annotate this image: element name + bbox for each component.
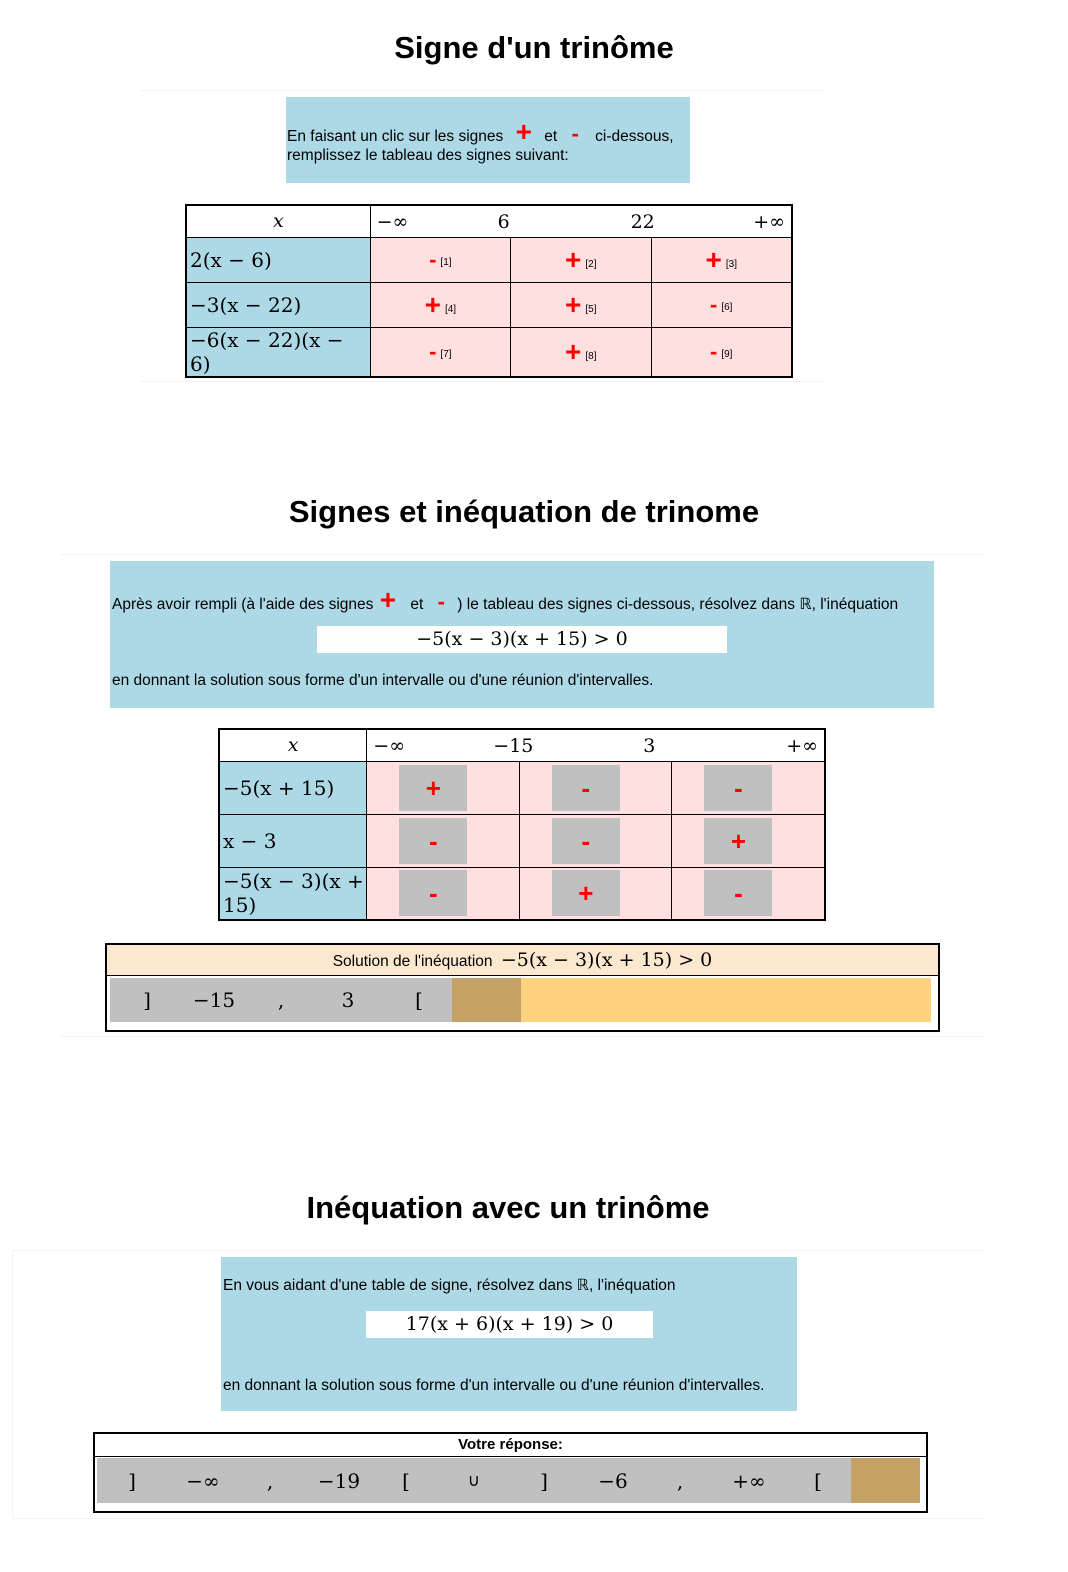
answer-label: Votre réponse: bbox=[95, 1434, 926, 1457]
section-title: Signe d'un trinôme bbox=[394, 30, 674, 65]
answer-token[interactable]: −19 bbox=[317, 1468, 361, 1493]
sign-button[interactable]: - bbox=[552, 765, 620, 811]
instruction-text: en donnant la solution sous forme d'un intervalle ou d'une réunion d'intervalles. bbox=[223, 1377, 765, 1394]
sign-cell bbox=[367, 814, 520, 867]
minus-sign-icon: - bbox=[571, 121, 579, 146]
divider bbox=[60, 1036, 984, 1037]
x-values-header bbox=[367, 729, 825, 761]
answer-token[interactable]: ] bbox=[540, 1468, 548, 1493]
answer-token[interactable]: −15 bbox=[192, 988, 236, 1012]
cell-ref: [8] bbox=[585, 350, 597, 362]
sign-cell bbox=[672, 867, 825, 920]
sign-button[interactable]: - bbox=[399, 818, 467, 864]
sign-cell bbox=[519, 867, 672, 920]
sign-table bbox=[185, 204, 793, 378]
instruction-text: ) le tableau des signes ci-dessous, résolvez dans ℝ, l'inéquation bbox=[457, 596, 899, 613]
plus-sign-icon: + bbox=[515, 116, 532, 147]
row-expression: −6(x − 22)(x − 6) bbox=[186, 327, 370, 377]
instruction-box bbox=[286, 97, 690, 183]
answer-token[interactable]: ] bbox=[143, 988, 151, 1012]
plus-sign-icon[interactable]: + bbox=[565, 335, 582, 367]
sign-cell[interactable] bbox=[370, 282, 510, 327]
cell-ref: [7] bbox=[440, 348, 452, 360]
solution-label: Solution de l'inéquation bbox=[332, 953, 493, 970]
answer-empty-area[interactable] bbox=[521, 978, 931, 1022]
sign-button[interactable]: - bbox=[704, 870, 772, 916]
cell-ref: [1] bbox=[440, 256, 452, 268]
row-expression: 2(x − 6) bbox=[186, 237, 370, 282]
plus-infinity: +∞ bbox=[786, 735, 818, 757]
sign-cell bbox=[672, 814, 825, 867]
root-value: 6 bbox=[497, 211, 510, 233]
cell-ref: [9] bbox=[721, 348, 733, 360]
minus-sign-icon: - bbox=[437, 589, 445, 614]
sign-button[interactable]: - bbox=[704, 765, 772, 811]
cell-ref: [5] bbox=[585, 303, 597, 315]
answer-box bbox=[93, 1432, 928, 1513]
row-expression: x − 3 bbox=[219, 814, 367, 867]
answer-row bbox=[110, 978, 931, 1022]
sign-cell bbox=[367, 867, 520, 920]
divider bbox=[140, 381, 824, 382]
plus-infinity: +∞ bbox=[753, 211, 785, 233]
plus-sign-icon: + bbox=[379, 584, 397, 615]
sign-button[interactable]: + bbox=[399, 765, 467, 811]
solution-box bbox=[105, 943, 940, 1032]
plus-sign-icon[interactable]: + bbox=[565, 288, 582, 320]
inequation-display: 17(x + 6)(x + 19) > 0 bbox=[366, 1311, 653, 1338]
instruction-text: et bbox=[410, 596, 424, 613]
answer-token[interactable]: [ bbox=[415, 988, 423, 1012]
sign-cell[interactable] bbox=[511, 282, 651, 327]
union-icon[interactable]: ∪ bbox=[467, 1470, 481, 1491]
cell-ref: [2] bbox=[585, 258, 597, 270]
answer-token[interactable]: −6 bbox=[598, 1468, 628, 1493]
divider bbox=[12, 1250, 984, 1251]
minus-infinity: −∞ bbox=[373, 735, 406, 757]
instruction-box bbox=[221, 1257, 797, 1411]
sign-cell bbox=[672, 761, 825, 814]
answer-token[interactable]: ] bbox=[128, 1468, 136, 1493]
answer-token[interactable]: [ bbox=[402, 1468, 410, 1493]
sign-cell[interactable] bbox=[511, 327, 651, 377]
answer-row bbox=[97, 1458, 920, 1503]
answer-token[interactable]: [ bbox=[814, 1468, 822, 1493]
x-values-header bbox=[370, 205, 792, 237]
instruction-text: En vous aidant d'une table de signe, résolvez dans ℝ, l'inéquation bbox=[223, 1277, 676, 1294]
divider bbox=[60, 554, 984, 555]
answer-token[interactable]: , bbox=[676, 1468, 684, 1493]
divider bbox=[140, 90, 824, 91]
divider bbox=[12, 1250, 13, 1518]
instruction-text: En faisant un clic sur les signes bbox=[287, 128, 504, 145]
answer-token[interactable]: 3 bbox=[341, 988, 355, 1012]
answer-input-slot[interactable] bbox=[452, 978, 521, 1022]
cell-ref: [6] bbox=[721, 301, 733, 313]
sign-cell bbox=[519, 814, 672, 867]
answer-token[interactable]: , bbox=[277, 988, 285, 1012]
answer-input-slot[interactable] bbox=[851, 1458, 920, 1503]
sign-button[interactable]: - bbox=[399, 870, 467, 916]
answer-field[interactable] bbox=[97, 1458, 851, 1503]
cell-ref: [3] bbox=[725, 258, 737, 270]
plus-sign-icon[interactable]: + bbox=[424, 288, 441, 320]
answer-token[interactable]: , bbox=[266, 1468, 274, 1493]
row-expression: −3(x − 22) bbox=[186, 282, 370, 327]
minus-sign-icon[interactable]: - bbox=[710, 338, 718, 364]
row-expression: −5(x + 15) bbox=[219, 761, 367, 814]
sign-cell bbox=[367, 761, 520, 814]
instruction-box bbox=[110, 561, 934, 708]
variable-header: x bbox=[186, 205, 370, 237]
sign-button[interactable]: + bbox=[552, 870, 620, 916]
variable-header: x bbox=[219, 729, 367, 761]
sign-cell[interactable] bbox=[651, 282, 792, 327]
root-value: −15 bbox=[493, 735, 534, 757]
inequation-display: −5(x − 3)(x + 15) > 0 bbox=[317, 626, 727, 653]
sign-button[interactable]: + bbox=[704, 818, 772, 864]
sign-cell[interactable] bbox=[370, 327, 510, 377]
instruction-text: et bbox=[544, 128, 558, 145]
sign-button[interactable]: - bbox=[552, 818, 620, 864]
section-title: Signes et inéquation de trinome bbox=[288, 494, 760, 529]
sign-cell[interactable] bbox=[651, 327, 792, 377]
plus-sign-icon[interactable]: + bbox=[705, 243, 722, 275]
sign-cell[interactable] bbox=[651, 237, 792, 282]
answer-token[interactable]: +∞ bbox=[732, 1468, 766, 1493]
instruction-text: Après avoir rempli (à l'aide des signes bbox=[112, 596, 374, 613]
cell-ref: [4] bbox=[444, 303, 457, 315]
row-expression: −5(x − 3)(x + 15) bbox=[219, 867, 367, 920]
answer-field[interactable] bbox=[110, 978, 452, 1022]
minus-sign-icon[interactable]: - bbox=[710, 291, 718, 317]
plus-sign-icon[interactable]: + bbox=[565, 243, 582, 275]
section-title: Inéquation avec un trinôme bbox=[306, 1190, 710, 1225]
sign-table bbox=[218, 728, 826, 921]
root-value: 3 bbox=[643, 735, 656, 757]
instruction-text: en donnant la solution sous forme d'un intervalle ou d'une réunion d'intervalles. bbox=[112, 672, 654, 689]
divider bbox=[12, 1518, 984, 1519]
root-value: 22 bbox=[630, 211, 655, 233]
answer-token[interactable]: −∞ bbox=[186, 1468, 220, 1493]
solution-header bbox=[107, 945, 938, 976]
instruction-text: ci-dessous, bbox=[595, 128, 674, 145]
minus-infinity: −∞ bbox=[376, 211, 409, 233]
sign-cell bbox=[519, 761, 672, 814]
minus-sign-icon[interactable]: - bbox=[429, 338, 437, 364]
sign-cell[interactable] bbox=[511, 237, 651, 282]
solution-inequation: −5(x − 3)(x + 15) > 0 bbox=[500, 949, 713, 971]
minus-sign-icon[interactable]: - bbox=[429, 246, 437, 272]
sign-cell[interactable] bbox=[370, 237, 510, 282]
instruction-text: remplissez le tableau des signes suivant: bbox=[287, 147, 569, 164]
